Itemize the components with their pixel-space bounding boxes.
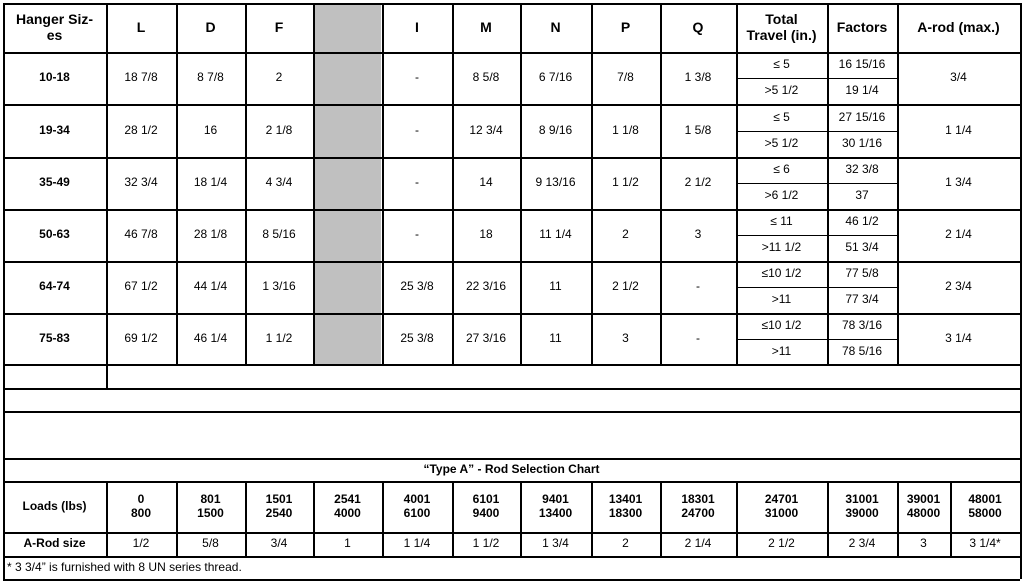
rod-size-cell: 1 1/2 <box>472 536 500 551</box>
factor-cell: 27 15/16 <box>838 109 886 124</box>
grid-line <box>106 364 108 388</box>
travel-cell: >11 <box>771 343 792 358</box>
dimension-cell: 8 5/16 <box>262 227 296 242</box>
grid-line <box>520 481 522 556</box>
dimension-cell: 8 7/8 <box>197 70 224 85</box>
rod-size-cell: 1 1/4 <box>403 536 431 551</box>
rod-size-cell: 2 1/4 <box>684 536 712 551</box>
load-range-cell: 6101 9400 <box>472 492 500 520</box>
dimension-cell: 69 1/2 <box>124 330 158 345</box>
factor-cell: 77 5/8 <box>845 266 879 281</box>
grid-line <box>176 3 178 364</box>
arod-max-cell: 1 3/4 <box>945 175 972 190</box>
rod-size-cell: 2 1/2 <box>768 536 795 551</box>
column-header: A-rod (max.) <box>917 18 1000 35</box>
dimension-cell: 46 1/4 <box>193 330 228 345</box>
grid-line <box>736 481 738 556</box>
grid-line <box>3 3 1020 5</box>
column-header: I <box>415 18 419 35</box>
column-header: P <box>620 18 631 35</box>
dimension-cell: 3 <box>622 330 629 345</box>
dimension-cell: 16 <box>203 122 218 137</box>
dimension-cell: 28 1/2 <box>124 122 158 137</box>
grid-line <box>3 411 1020 413</box>
dimension-cell: 18 1/4 <box>193 175 228 190</box>
travel-cell: >11 <box>771 292 792 307</box>
travel-cell: >11 1/2 <box>761 240 802 255</box>
grid-line <box>736 235 897 236</box>
grid-line <box>3 313 1020 315</box>
dimension-cell: 27 3/16 <box>465 330 507 345</box>
grid-line <box>3 52 1020 54</box>
grid-line <box>3 364 1020 366</box>
arod-max-cell: 2 1/4 <box>945 227 972 242</box>
travel-cell: ≤10 1/2 <box>761 266 802 281</box>
dimension-cell: 11 <box>549 279 562 294</box>
column-header: N <box>550 18 561 35</box>
grid-line <box>736 78 897 79</box>
rod-size-cell: 3 <box>920 536 927 551</box>
factor-cell: 77 3/4 <box>845 292 879 307</box>
grid-line <box>106 481 108 556</box>
column-header: Total Travel (in.) <box>746 11 817 43</box>
grid-line <box>520 3 522 364</box>
dimension-cell: 2 <box>275 70 283 85</box>
grid-line <box>313 3 315 364</box>
travel-cell: ≤10 1/2 <box>761 318 802 333</box>
rod-size-cell: 1 <box>344 536 351 551</box>
arod-max-cell: 2 3/4 <box>945 279 972 294</box>
grid-line <box>382 481 384 556</box>
dimension-cell: 3 <box>694 227 702 242</box>
dimension-cell: 25 3/8 <box>400 330 434 345</box>
rod-size-cell: 2 <box>622 536 629 551</box>
dimension-cell: 4 3/4 <box>265 175 293 190</box>
grid-line <box>3 209 1020 211</box>
grid-line <box>245 3 247 364</box>
dimension-cell: 2 <box>622 227 629 242</box>
dimension-cell: 44 1/4 <box>193 279 228 294</box>
dimension-cell: 9 13/16 <box>535 175 576 190</box>
dimension-cell: - <box>415 175 419 190</box>
dimension-cell: 12 3/4 <box>469 122 503 137</box>
grid-line <box>3 579 1020 581</box>
load-range-cell: 13401 18300 <box>608 492 643 520</box>
factor-cell: 51 3/4 <box>845 240 879 255</box>
factor-cell: 32 3/8 <box>845 162 879 177</box>
grid-line <box>382 3 384 364</box>
grid-line <box>452 481 454 556</box>
dimension-cell: 14 <box>479 175 493 190</box>
shaded-blank-column <box>314 4 381 364</box>
dimension-cell: - <box>415 122 419 137</box>
dimension-cell: - <box>415 70 419 85</box>
load-range-cell: 48001 58000 <box>968 492 1002 520</box>
travel-cell: ≤ 6 <box>773 162 790 177</box>
grid-line <box>176 481 178 556</box>
chart-title: “Type A” - Rod Selection Chart <box>423 461 600 476</box>
column-header: F <box>274 18 284 35</box>
arod-max-cell: 3 1/4 <box>945 330 972 345</box>
dimension-cell: 32 3/4 <box>124 175 158 190</box>
grid-line <box>1020 458 1022 579</box>
hanger-size-cell: 75-83 <box>39 330 70 345</box>
grid-line <box>452 3 454 364</box>
grid-line <box>736 3 738 364</box>
grid-line <box>3 532 1020 534</box>
dimension-cell: 2 1/8 <box>265 122 293 137</box>
rod-size-cell: 3/4 <box>270 536 288 551</box>
grid-line <box>1020 364 1022 458</box>
load-range-cell: 31001 39000 <box>845 492 879 520</box>
grid-line <box>3 556 1020 558</box>
rod-size-cell: 3 1/4* <box>969 536 1001 551</box>
grid-line <box>3 458 5 579</box>
dimension-cell: 28 1/8 <box>193 227 228 242</box>
load-range-cell: 0 800 <box>130 492 152 520</box>
column-header: D <box>205 18 216 35</box>
grid-line <box>591 3 593 364</box>
footnote: * 3 3/4” is furnished with 8 UN series thread. <box>7 559 242 574</box>
grid-line <box>3 481 1020 483</box>
dimension-cell: 1 1/2 <box>265 330 293 345</box>
dimension-cell: - <box>415 227 419 242</box>
grid-line <box>106 3 108 364</box>
grid-line <box>3 458 1020 460</box>
dimension-cell: 1 1/8 <box>612 122 639 137</box>
rod-size-cell: 2 3/4 <box>848 536 876 551</box>
factor-cell: 78 5/16 <box>841 343 883 358</box>
factor-cell: 46 1/2 <box>845 214 879 229</box>
dimension-cell: 11 <box>549 330 562 345</box>
dimension-cell: 1 3/16 <box>262 279 296 294</box>
travel-cell: >5 1/2 <box>764 83 799 98</box>
grid-line <box>897 3 899 364</box>
dimension-cell: - <box>696 330 700 345</box>
arod-max-cell: 3/4 <box>950 70 967 85</box>
dimension-cell: 18 7/8 <box>124 70 158 85</box>
column-header: M <box>480 18 492 35</box>
grid-line <box>660 3 662 364</box>
arod-max-cell: 1 1/4 <box>945 122 972 137</box>
hanger-size-cell: 35-49 <box>39 175 70 190</box>
grid-line <box>950 481 952 556</box>
factor-cell: 16 15/16 <box>838 57 886 72</box>
hanger-size-cell: 10-18 <box>39 70 70 85</box>
grid-line <box>3 157 1020 159</box>
factor-cell: 30 1/16 <box>841 136 883 151</box>
dimension-cell: 1 5/8 <box>684 122 712 137</box>
load-range-cell: 801 1500 <box>197 492 224 520</box>
load-range-cell: 9401 13400 <box>538 492 573 520</box>
factor-cell: 78 3/16 <box>841 318 883 333</box>
dimension-cell: 11 1/4 <box>539 227 572 242</box>
grid-line <box>3 364 5 458</box>
grid-line <box>736 287 897 288</box>
row-label: A-Rod size <box>23 536 86 551</box>
rod-size-cell: 1 3/4 <box>542 536 569 551</box>
dimension-cell: 46 7/8 <box>124 227 158 242</box>
dimension-cell: 1 1/2 <box>612 175 639 190</box>
travel-cell: ≤ 5 <box>773 57 790 72</box>
grid-line <box>736 339 897 340</box>
grid-line <box>660 481 662 556</box>
column-header: Factors <box>836 18 888 35</box>
grid-line <box>897 481 899 556</box>
rod-size-cell: 5/8 <box>202 536 219 551</box>
load-range-cell: 1501 2540 <box>265 492 293 520</box>
dimension-cell: 25 3/8 <box>400 279 434 294</box>
grid-line <box>736 131 897 132</box>
column-header: Q <box>692 18 704 35</box>
load-range-cell: 4001 6100 <box>403 492 431 520</box>
grid-line <box>3 104 1020 106</box>
grid-line <box>3 388 1020 390</box>
hanger-size-cell: 64-74 <box>39 279 70 294</box>
dimension-cell: 1 3/8 <box>684 70 712 85</box>
factor-cell: 19 1/4 <box>845 83 879 98</box>
travel-cell: ≤ 5 <box>773 109 790 124</box>
hanger-size-cell: 50-63 <box>39 227 70 242</box>
dimension-cell: 6 7/16 <box>538 70 573 85</box>
grid-line <box>827 481 829 556</box>
dimension-cell: 22 3/16 <box>465 279 507 294</box>
row-label: Loads (lbs) <box>22 498 87 513</box>
grid-line <box>3 3 5 364</box>
load-range-cell: 18301 24700 <box>681 492 715 520</box>
dimension-cell: 67 1/2 <box>124 279 158 294</box>
grid-line <box>3 261 1020 263</box>
rod-size-cell: 1/2 <box>132 536 150 551</box>
factor-cell: 37 <box>855 188 869 203</box>
dimension-cell: 7/8 <box>617 70 634 85</box>
grid-line <box>245 481 247 556</box>
dimension-cell: 18 <box>479 227 493 242</box>
load-range-cell: 24701 31000 <box>764 492 799 520</box>
dimension-cell: 2 1/2 <box>612 279 639 294</box>
grid-line <box>313 481 315 556</box>
travel-cell: >5 1/2 <box>764 136 799 151</box>
dimension-cell: - <box>696 279 700 294</box>
grid-line <box>591 481 593 556</box>
travel-cell: >6 1/2 <box>764 188 799 203</box>
travel-cell: ≤ 11 <box>770 214 793 229</box>
column-header: L <box>136 18 146 35</box>
hanger-size-cell: 19-34 <box>39 122 70 137</box>
grid-line <box>736 183 897 184</box>
dimension-cell: 8 9/16 <box>538 122 573 137</box>
grid-line <box>827 3 829 364</box>
grid-line <box>1020 3 1022 364</box>
dimension-cell: 2 1/2 <box>684 175 712 190</box>
dimension-cell: 8 5/8 <box>472 70 500 85</box>
load-range-cell: 39001 48000 <box>906 492 941 520</box>
load-range-cell: 2541 4000 <box>334 492 361 520</box>
column-header: Hanger Siz- es <box>15 11 93 43</box>
